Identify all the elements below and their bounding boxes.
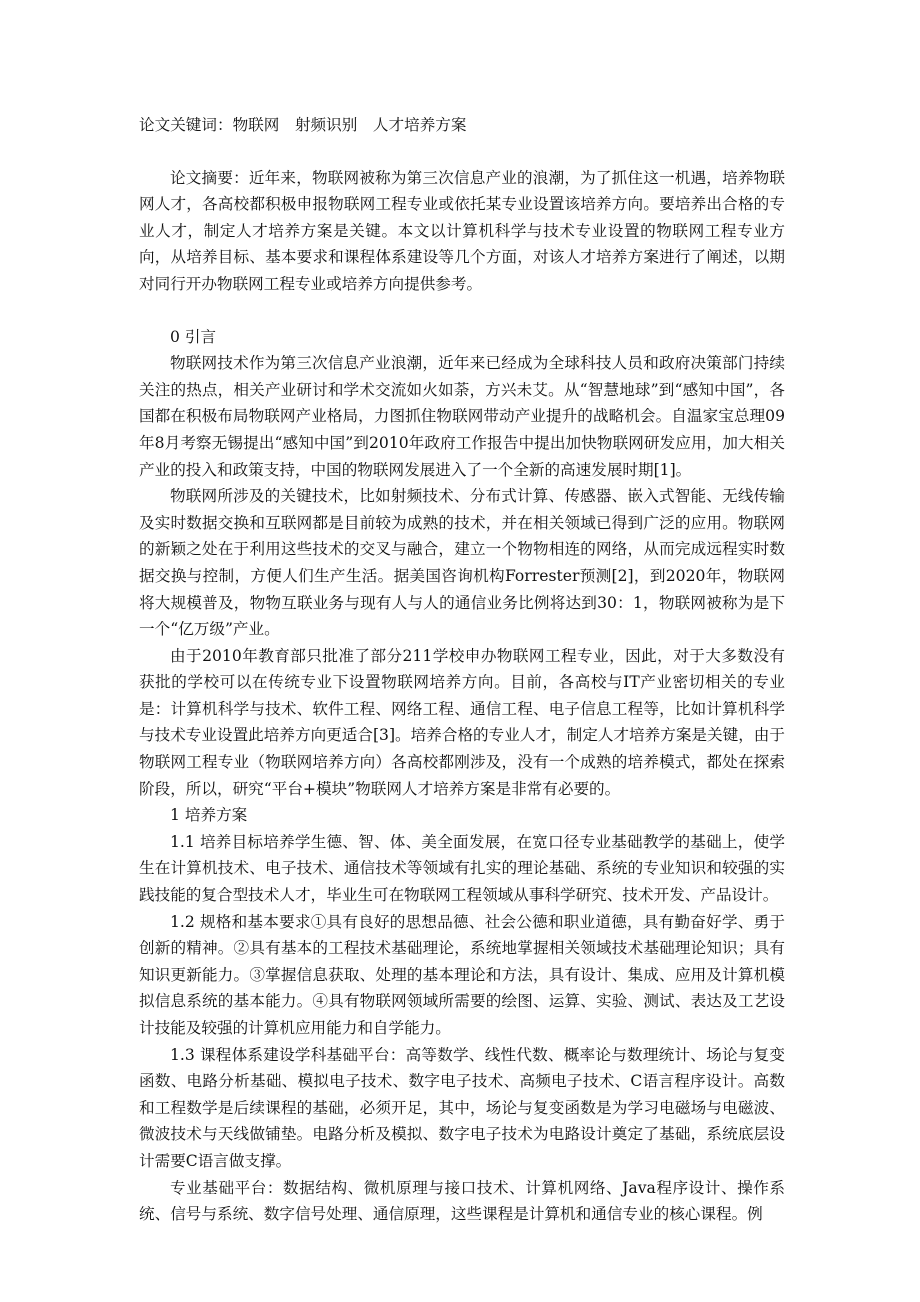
intro-heading: 0 引言 (170, 327, 217, 346)
intro-paragraph-2: 物联网所涉及的关键技术，比如射频技术、分布式计算、传感器、嵌入式智能、无线传输及实时数据交换和互联网都是目前较为成熟的技术，并在相关领域已得到广泛的应用。物联网的新颖之处在于利用这些技术的交叉与融合，建立一个物物相连的网络，从而完成远程实时数据交换与控制，方便人们生产生活。据美国咨询机构Forrester预测[2]，到2020年，物联网将大规模普及，物物互联业务与现有人与人的通信业务比例将达到30：1，物联网被称为是下一个“亿万级”产业。 (139, 487, 785, 639)
section-1-3-paragraph: 1.3 课程体系建设学科基础平台：高等数学、线性代数、概率论与数理统计、场论与复变函数、电路分析基础、模拟电子技术、数字电子技术、高频电子技术、C语言程序设计。高数和工程数学是后续课程的基础，必须开足，其中，场论与复变函数是为学习电磁场与电磁波、微波技术与天线做铺垫。电路分析及模拟、数字电子技术为电路设计奠定了基础，系统底层设计需要C语言做支撑。 (139, 1045, 785, 1170)
document-page (139, 112, 785, 1228)
section-1-2-paragraph: 1.2 规格和基本要求①具有良好的思想品德、社会公德和职业道德，具有勤奋好学、勇于创新的精神。②具有基本的工程技术基础理论，系统地掌握相关领域技术基础理论知识；具有知识更新能力。③掌握信息获取、处理的基本理论和方法，具有设计、集成、应用及计算机模拟信息系统的基本能力。④具有物联网领域所需要的绘图、运算、实验、测试、表达及工艺设计技能及较强的计算机应用能力和自学能力。 (139, 912, 785, 1037)
section-1-heading: 1 培养方案 (170, 806, 248, 825)
intro-paragraph-1: 物联网技术作为第三次信息产业浪潮，近年来已经成为全球科技人员和政府决策部门持续关注的热点，相关产业研讨和学术交流如火如荼，方兴未艾。从“智慧地球”到“感知中国”，各国都在积极布局物联网产业格局，力图抓住物联网带动产业提升的战略机会。自温家宝总理09年8月考察无锡提出“感知中国”到2010年政府工作报告中提出加快物联网研发应用，加大相关产业的投入和政策支持，中国的物联网发展进入了一个全新的高速发展时期[1]。 (139, 354, 785, 479)
section-1-1-paragraph: 1.1 培养目标培养学生德、智、体、美全面发展，在宽口径专业基础教学的基础上，使学生在计算机技术、电子技术、通信技术等领域有扎实的理论基础、系统的专业知识和较强的实践技能的复合型技术人才，毕业生可在物联网工程领域从事科学研究、技术开发、产品设计。 (139, 832, 785, 905)
abstract-paragraph: 论文摘要：近年来，物联网被称为第三次信息产业的浪潮，为了抓住这一机遇，培养物联网人才，各高校都积极申报物联网工程专业或依托某专业设置该培养方向。要培养出合格的专业人才，制定人才培养方案是关键。本文以计算机科学与技术专业设置的物联网工程专业方向，从培养目标、基本要求和课程体系建设等几个方面，对该人才培养方案进行了阐述，以期对同行开办物联网工程专业或培养方向提供参考。 (139, 168, 785, 293)
keywords-line: 论文关键词：物联网 射频识别 人才培养方案 (139, 116, 467, 134)
intro-paragraph-3: 由于2010年教育部只批准了部分211学校申办物联网工程专业，因此，对于大多数没有获批的学校可以在传统专业下设置物联网培养方向。目前，各高校与IT产业密切相关的专业是：计算机科学与技术、软件工程、网络工程、通信工程、电子信息工程等，比如计算机科学与技术专业设置此培养方向更适合[3]。培养合格的专业人才，制定人才培养方案是关键，由于物联网工程专业（物联网培养方向）各高校都刚涉及，没有一个成熟的培养模式，都处在探索阶段，所以，研究“平台+模块”物联网人才培养方案是非常有必要的。 (139, 646, 785, 798)
section-1-3-continued-paragraph: 专业基础平台：数据结构、微机原理与接口技术、计算机网络、Java程序设计、操作系统、信号与系统、数字信号处理、通信原理，这些课程是计算机和通信专业的核心课程。例 (139, 1178, 785, 1224)
